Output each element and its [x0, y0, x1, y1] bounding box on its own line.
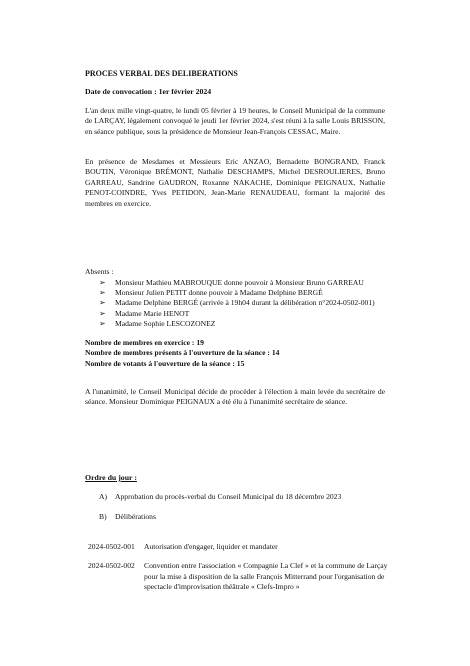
agenda-item-letter: A) — [99, 492, 108, 501]
list-item: ➢ Monsieur Mathieu MABROUQUE donne pouvoir à Monsieur Bruno GARREAU — [99, 278, 364, 287]
absents-list — [99, 278, 385, 329]
opening-paragraph: L'an deux mille vingt-quatre, le lundi 05 février à 19 heures, le Conseil Municipal de la commune de LARÇAY, légalement convoqué le jeudi 1er février 2024, s'est réuni à la salle Louis BRISSON, en séance publique, sous la présidence de Monsieur Jean-François CESSAC, Maire. — [85, 106, 385, 136]
agenda-item-letter: B) — [99, 512, 107, 522]
deliberations-list — [88, 542, 388, 602]
arrow-bullet-icon: ➢ — [99, 298, 106, 308]
arrow-bullet-icon: ➢ — [99, 288, 106, 298]
agenda-item — [99, 492, 341, 502]
agenda-list — [99, 492, 341, 533]
deliberation-number: 2024-0502-001 — [88, 542, 135, 551]
arrow-bullet-icon: ➢ — [99, 318, 106, 328]
absents-label: Absents : — [85, 267, 114, 276]
deliberation-subject: Autorisation d'engager, liquider et mandater — [144, 542, 278, 551]
list-item: ➢ Madame Delphine BERGÉ (arrivée à 19h04 durant la délibération n°2024-0502-001) — [99, 298, 375, 308]
list-item: ➢ Madame Marie HENOT — [99, 308, 190, 318]
arrow-bullet-icon: ➢ — [99, 308, 106, 318]
count-presents: Nombre de membres présents à l'ouverture de la séance : 14 — [85, 348, 280, 358]
arrow-bullet-icon: ➢ — [99, 278, 106, 287]
agenda-title: Ordre du jour : — [85, 473, 137, 482]
document-title: PROCES VERBAL DES DELIBERATIONS — [85, 69, 238, 78]
deliberation-row — [88, 542, 388, 552]
agenda-item-text: Délibérations — [115, 512, 156, 522]
member-counts — [85, 338, 279, 369]
agenda-item — [99, 512, 341, 522]
deliberation-number: 2024-0502-002 — [88, 561, 135, 571]
secretary-paragraph: A l'unanimité, le Conseil Municipal décide de procéder à l'élection à main levée du secrétaire de séance. Monsieur Dominique PEIGNAUX a été élu à l'unanimité secrétaire de séance. — [85, 387, 385, 407]
attendance-paragraph: En présence de Mesdames et Messieurs Eric ANZAO, Bernadette BONGRAND, Franck BOUTIN, Véronique BRÉMONT, Nathalie DESCHAMPS, Michel DESROULIERES, Bruno GARREAU, Sandrine GAUDRON, Roxanne NAKACHE, Dominique PEIGNAUX, Nathalie PENOT-COINDRE, Yves PETIDON, Jean-Marie RENAUDEAU, formant la majorité des membres en exercice. — [85, 157, 385, 208]
convocation-date: Date de convocation : 1er février 2024 — [85, 87, 212, 96]
count-votants: Nombre de votants à l'ouverture de la séance : 15 — [85, 358, 245, 368]
agenda-item-text: Approbation du procès-verbal du Conseil Municipal du 18 décembre 2023 — [115, 492, 342, 501]
count-exercice: Nombre de membres en exercice : 19 — [85, 338, 204, 347]
list-item: ➢ Monsieur Julien PETIT donne pouvoir à Madame Delphine BERGÉ — [99, 288, 323, 298]
deliberation-subject: Convention entre l'association « Compagnie La Clef » et la commune de Larçay pour la mise à disposition de la salle François Mitterrand pour l'organisation de spectacle d'improvisation théâtrale « Clefs-Impro » — [144, 561, 388, 592]
list-item: ➢ Madame Sophie LESCOZONEZ — [99, 318, 216, 328]
deliberation-row — [88, 561, 388, 592]
